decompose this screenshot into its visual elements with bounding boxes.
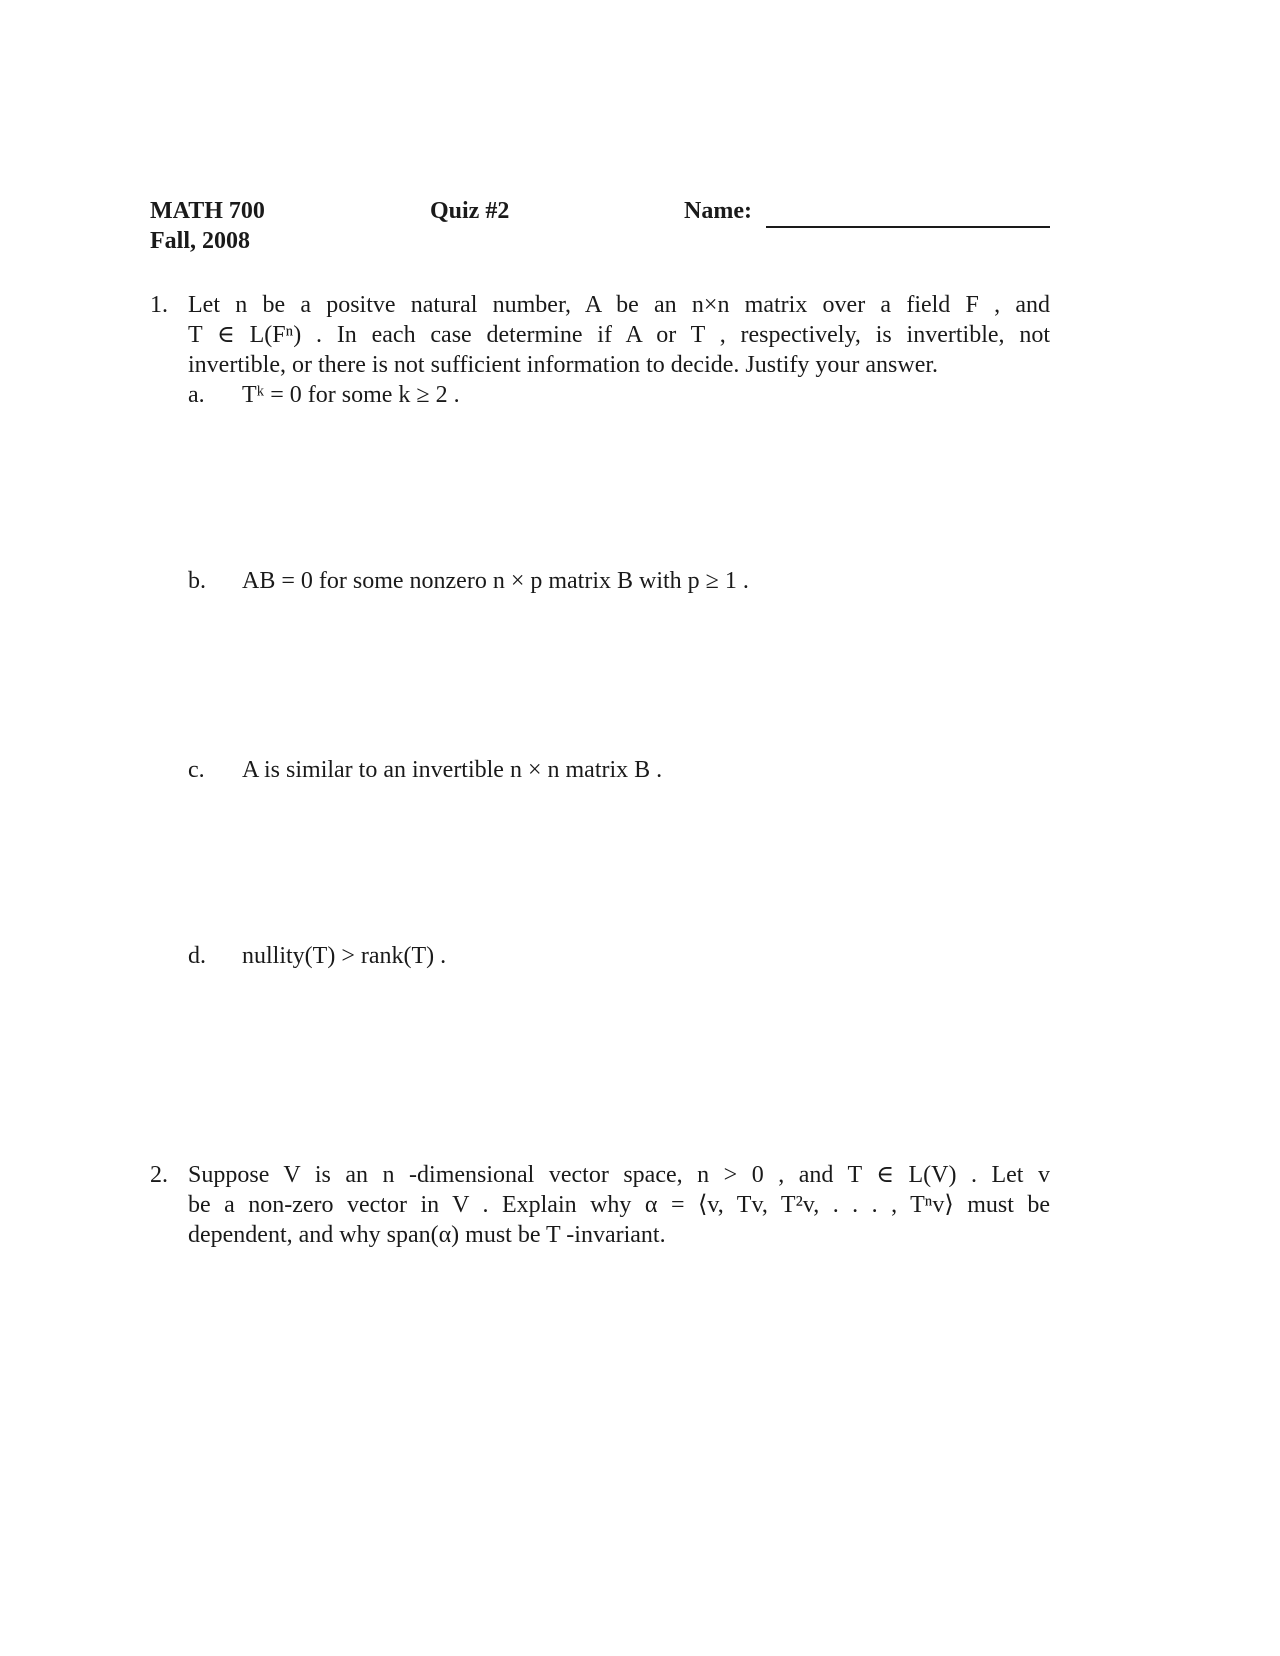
part-d-text: nullity(T) > rank(T) . xyxy=(242,943,447,969)
part-b-text: AB = 0 for some nonzero n × p matrix B with p ≥ 1 . xyxy=(242,568,749,594)
name-label: Name: xyxy=(684,198,752,224)
problem-1-line: invertible, or there is not sufficient information to decide. Justify your answer. xyxy=(188,352,939,378)
quiz-title: Quiz #2 xyxy=(430,198,510,224)
problem-2-statement xyxy=(188,1160,1050,1250)
part-d-label: d. xyxy=(188,943,206,969)
part-b-label: b. xyxy=(188,568,206,594)
part-a-label: a. xyxy=(188,382,205,408)
name-blank-line xyxy=(766,226,1050,228)
course-title: MATH 700 xyxy=(150,198,265,224)
term: Fall, 2008 xyxy=(150,228,250,254)
problem-1-line: Let n be a positve natural number, A be an n×n matrix over a field F , and xyxy=(188,292,1050,318)
problem-2-line: be a non-zero vector in V . Explain why α = ⟨v, Tv, T²v, . . . , Tⁿv⟩ must be xyxy=(188,1192,1050,1218)
problem-2-line: Suppose V is an n -dimensional vector space, n > 0 , and T ∈ L(V) . Let v xyxy=(188,1162,1050,1188)
part-a-text: Tᵏ = 0 for some k ≥ 2 . xyxy=(242,382,460,408)
problem-1-number: 1. xyxy=(150,292,168,318)
problem-2-number: 2. xyxy=(150,1162,168,1188)
part-c-text: A is similar to an invertible n × n matrix B . xyxy=(242,757,663,783)
problem-1-line: T ∈ L(Fⁿ) . In each case determine if A or T , respectively, is invertible, not xyxy=(188,322,1050,348)
problem-2-line: dependent, and why span(α) must be T -invariant. xyxy=(188,1222,666,1248)
part-c-label: c. xyxy=(188,757,205,783)
problem-1-statement xyxy=(188,290,1050,380)
